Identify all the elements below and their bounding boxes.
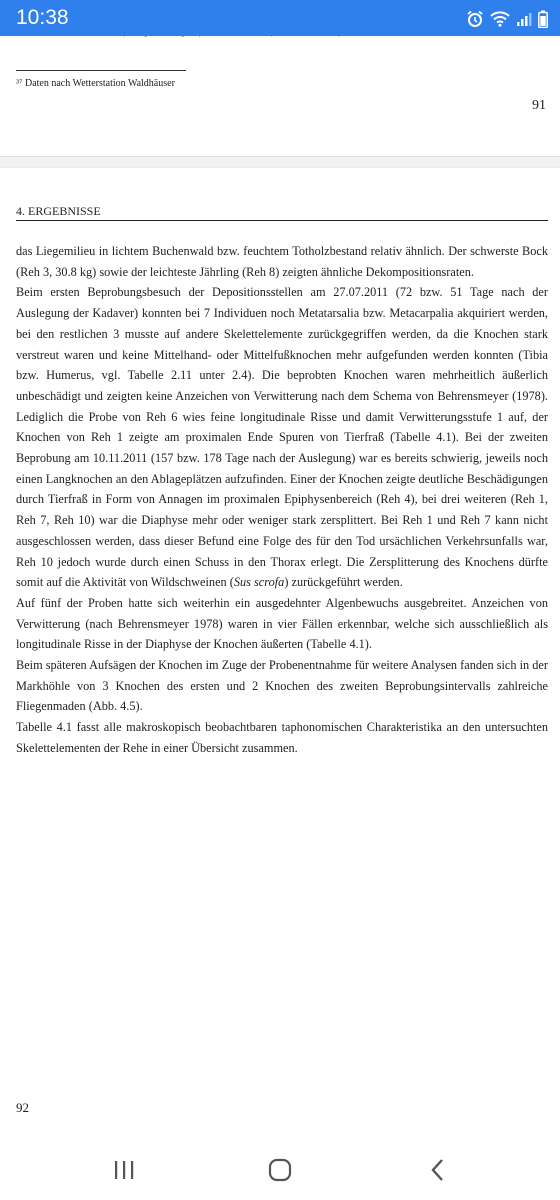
recent-apps-icon	[113, 1159, 135, 1181]
body-text	[16, 241, 548, 759]
paragraph-text: Tabelle 4.1 fasst alle makroskopisch beobachtbaren taphonomischen Charakteristika an den untersuchten Skelettelementen der Rehe in einer Übersicht zusammen.	[16, 720, 548, 755]
paragraph	[16, 282, 548, 593]
status-time: 10:38	[16, 6, 69, 29]
page-number: 92	[16, 1100, 29, 1115]
section-heading: 4. ERGEBNISSE	[16, 204, 548, 221]
page-break	[0, 156, 560, 168]
status-bar	[0, 0, 560, 36]
paragraph	[16, 241, 548, 282]
footnote-divider	[16, 70, 186, 71]
paragraph	[16, 593, 548, 655]
back-icon	[429, 1158, 447, 1182]
wifi-icon	[490, 11, 510, 27]
paragraph	[16, 655, 548, 717]
battery-icon	[538, 10, 548, 28]
paragraph-text: ) zurückgeführt werden.	[284, 575, 403, 590]
footnote: ³⁷ Daten nach Wetterstation Waldhäuser	[16, 78, 175, 89]
home-icon	[268, 1158, 292, 1182]
signal-icon	[516, 11, 532, 27]
paragraph-text: Beim späteren Aufsägen der Knochen im Zuge der Probenentnahme für weitere Analysen fanden sich in der Markhöhle von 3 Knochen des ersten und 2 Knochen des zweiten Beprobungsintervalls zahlreiche Fliegenmaden (Abb. 4.5).	[16, 658, 548, 714]
page-number-previous: 91	[532, 98, 546, 113]
recent-apps-button[interactable]	[104, 1154, 144, 1186]
italic-text: Sus scrofa	[233, 575, 285, 590]
paragraph-text: Auf fünf der Proben hatte sich weiterhin ein ausgedehnter Algenbewuchs ausgebreitet. Anzeichen von Verwitterung (nach Behrensmeyer 1978) waren in vier Fällen erkennbar, welche sich ausschließlich als longitudinale Risse in der Diaphyse der Knochen äußerten (Tabelle 4.1).	[16, 595, 548, 652]
paragraph	[16, 717, 548, 758]
navigation-bar	[0, 1140, 560, 1200]
home-button[interactable]	[260, 1154, 300, 1186]
alarm-icon	[466, 10, 484, 28]
status-icons	[466, 9, 548, 29]
paragraph-text: Beim ersten Beprobungsbesuch der Depositionsstellen am 27.07.2011 (72 bzw. 51 Tage nach der Auslegung der Kadaver) konnten bei 7 Individuen noch Metatarsalia bzw. Metacarpalia akquiriert werden, bei den restlichen 3 musste auf andere Skelettelemente zurückgegriffen werden, da die Knochen stark verstreut waren und keine Mittelhand- oder Mittelfußknochen mehr aufgefunden werden konnten (Tibia bzw. Humerus, vgl. Tabelle 2.11 unter 2.4). Die beprobten Knochen waren mehrheitlich äußerlich unbeschädigt und zeigten keine Anzeichen von Verwitterung nach dem Schema von Behrensmeyer (1978). Lediglich die Probe von Reh 6 wies feine longitudinale Risse und damit Verwitterungsstufe 1 auf, der Knochen von Reh 1 zeigte am proximalen Ende Spuren von Tierfraß (Tabelle 4.1). Bei der zweiten Beprobung am 10.11.2011 (157 bzw. 178 Tage nach der Auslegung) war es bereits schwierig, jeweils noch einen Langknochen an den Ablageplätzen aufzufinden. Einer der Knochen zeigte deutliche Beschädigungen durch Tierfraß in Form von Annagen im proximalen Epiphysenbereich (Reh 4), bei drei weiteren (Reh 1, Reh 7, Reh 10) war die Diaphyse mehr oder weniger stark zersplittert. Bei Reh 1 und Reh 7 kann nicht ausgeschlossen werden, dass dieser Befund eine Folge des für den Tod ursächlichen Verkehrsunfalls war, Reh 10 jedoch wurde durch einen Schuss in den Thorax erlegt. Die Zersplitterung des Knochens dürfte somit auf die Aktivität von Wildschweinen (	[16, 285, 548, 590]
paragraph-text: das Liegemilieu in lichtem Buchenwald bzw. feuchtem Totholzbestand relativ ähnlich. Der schwerste Bock (Reh 3, 30.8 kg) sowie der leichteste Jährling (Reh 8) zeigten ähnliche Dekompositionsraten.	[16, 244, 548, 279]
back-button[interactable]	[418, 1154, 458, 1186]
